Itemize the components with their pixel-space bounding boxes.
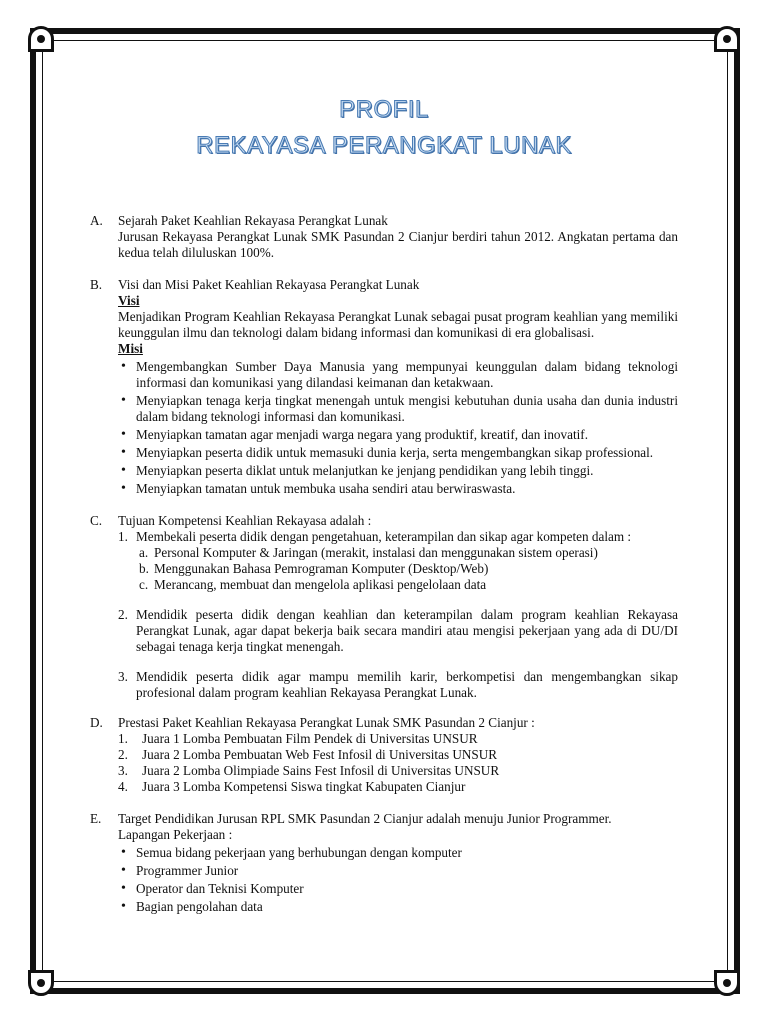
section-letter: E.	[90, 811, 102, 826]
sub-list-text: Menggunakan Bahasa Pemrograman Komputer (Desktop/Web)	[154, 561, 489, 576]
sub-list-text: Merancang, membuat dan mengelola aplikasi pengelolaan data	[154, 577, 487, 592]
section-body: Jurusan Rekayasa Perangkat Lunak SMK Pasundan 2 Cianjur berdiri tahun 2012. Angkatan pertama dan kedua telah diluluskan 100%.	[118, 229, 678, 260]
section-letter: B.	[90, 277, 103, 292]
section-subheading: Lapangan Pekerjaan :	[118, 827, 233, 842]
list-item	[118, 763, 678, 779]
section-b	[90, 277, 678, 497]
section-e	[90, 811, 678, 915]
page-title: PROFIL	[339, 96, 429, 123]
page-subtitle: REKAYASA PERANGKAT LUNAK	[196, 132, 572, 159]
list-item: • Programmer Junior	[136, 863, 678, 879]
list-item-text: Juara 2 Lomba Pembuatan Web Fest Infosil di Universitas UNSUR	[142, 747, 498, 762]
list-item-text: Mendidik peserta didik dengan keahlian dan keterampilan dalam program keahlian Rekayasa Perangkat Lunak, agar dapat bekerja baik secara mandiri atau mengisi pekerjaan yang ada di DU/DI sebagai tenaga kerja tingkat menengah.	[136, 607, 678, 654]
section-heading: Sejarah Paket Keahlian Rekayasa Perangkat Lunak	[118, 213, 388, 228]
section-letter: A.	[90, 213, 103, 228]
list-item: • Operator dan Teknisi Komputer	[136, 881, 678, 897]
list-item	[118, 779, 678, 795]
document-body	[90, 213, 678, 931]
list-item-text: Juara 2 Lomba Olimpiade Sains Fest Infosil di Universitas UNSUR	[142, 763, 500, 778]
sub-list-item	[139, 577, 678, 593]
list-item	[118, 529, 678, 593]
list-number: 3.	[118, 669, 128, 684]
list-item	[118, 747, 678, 763]
section-c	[90, 513, 678, 701]
list-item-text: Membekali peserta didik dengan pengetahuan, keterampilan dan sikap agar kompeten dalam :	[136, 529, 632, 544]
section-a	[90, 213, 678, 261]
corner-ornament-icon	[714, 26, 740, 52]
sub-list	[136, 545, 678, 593]
list-item-text: Juara 1 Lomba Pembuatan Film Pendek di Universitas UNSUR	[142, 731, 478, 746]
sub-list-item	[139, 561, 678, 577]
sub-list-mark: b.	[139, 561, 149, 576]
sub-list-mark: a.	[139, 545, 149, 560]
sub-list-mark: c.	[139, 577, 149, 592]
list-item	[118, 607, 678, 655]
section-d	[90, 715, 678, 795]
misi-list	[118, 359, 678, 497]
lapangan-list	[118, 845, 678, 915]
list-item: • Mengembangkan Sumber Daya Manusia yang mempunyai keunggulan dalam bidang teknologi informasi dan komunikasi yang dilandasi keimanan dan ketakwaan.	[136, 359, 678, 391]
list-item: • Menyiapkan tamatan untuk membuka usaha sendiri atau berwiraswasta.	[136, 481, 678, 497]
section-letter: D.	[90, 715, 103, 730]
visi-label: Visi	[118, 293, 140, 308]
tujuan-list	[118, 529, 678, 701]
list-item	[118, 669, 678, 701]
list-item: • Semua bidang pekerjaan yang berhubungan dengan komputer	[136, 845, 678, 861]
list-item: • Menyiapkan peserta didik untuk memasuki dunia kerja, serta mengembangkan sikap professional.	[136, 445, 678, 461]
section-heading: Target Pendidikan Jurusan RPL SMK Pasundan 2 Cianjur adalah menuju Junior Programmer.	[118, 811, 612, 826]
list-item: • Menyiapkan tamatan agar menjadi warga negara yang produktif, kreatif, dan inovatif.	[136, 427, 678, 443]
list-item-text: Juara 3 Lomba Kompetensi Siswa tingkat Kabupaten Cianjur	[142, 779, 466, 794]
list-number: 1.	[118, 731, 128, 746]
section-heading: Prestasi Paket Keahlian Rekayasa Perangkat Lunak SMK Pasundan 2 Cianjur :	[118, 715, 535, 730]
list-number: 3.	[118, 763, 128, 778]
section-letter: C.	[90, 513, 103, 528]
list-item: • Menyiapkan tenaga kerja tingkat menengah untuk mengisi kebutuhan dunia usaha dan dunia industri dalam bidang teknologi informasi dan komunikasi.	[136, 393, 678, 425]
list-item: • Menyiapkan peserta diklat untuk melanjutkan ke jenjang pendidikan yang lebih tinggi.	[136, 463, 678, 479]
corner-ornament-icon	[28, 970, 54, 996]
sub-list-text: Personal Komputer & Jaringan (merakit, instalasi dan menggunakan sistem operasi)	[154, 545, 598, 560]
misi-label: Misi	[118, 341, 143, 356]
section-heading: Tujuan Kompetensi Keahlian Rekayasa adalah :	[118, 513, 372, 528]
list-number: 4.	[118, 779, 128, 794]
list-number: 2.	[118, 607, 128, 622]
corner-ornament-icon	[714, 970, 740, 996]
list-item: • Bagian pengolahan data	[136, 899, 678, 915]
list-number: 2.	[118, 747, 128, 762]
corner-ornament-icon	[28, 26, 54, 52]
list-number: 1.	[118, 529, 128, 544]
visi-text: Menjadikan Program Keahlian Rekayasa Perangkat Lunak sebagai pusat program keahlian yang memiliki keunggulan ilmu dan teknologi dalam bidang informasi dan komunikasi di era globalisasi.	[118, 309, 678, 340]
section-heading: Visi dan Misi Paket Keahlian Rekayasa Perangkat Lunak	[118, 277, 420, 292]
sub-list-item	[139, 545, 678, 561]
list-item	[118, 731, 678, 747]
list-item-text: Mendidik peserta didik agar mampu memilih karir, berkompetisi dan mengembangkan sikap profesional dalam program keahlian Rekayasa Perangkat Lunak.	[136, 669, 678, 700]
prestasi-list	[118, 731, 678, 795]
